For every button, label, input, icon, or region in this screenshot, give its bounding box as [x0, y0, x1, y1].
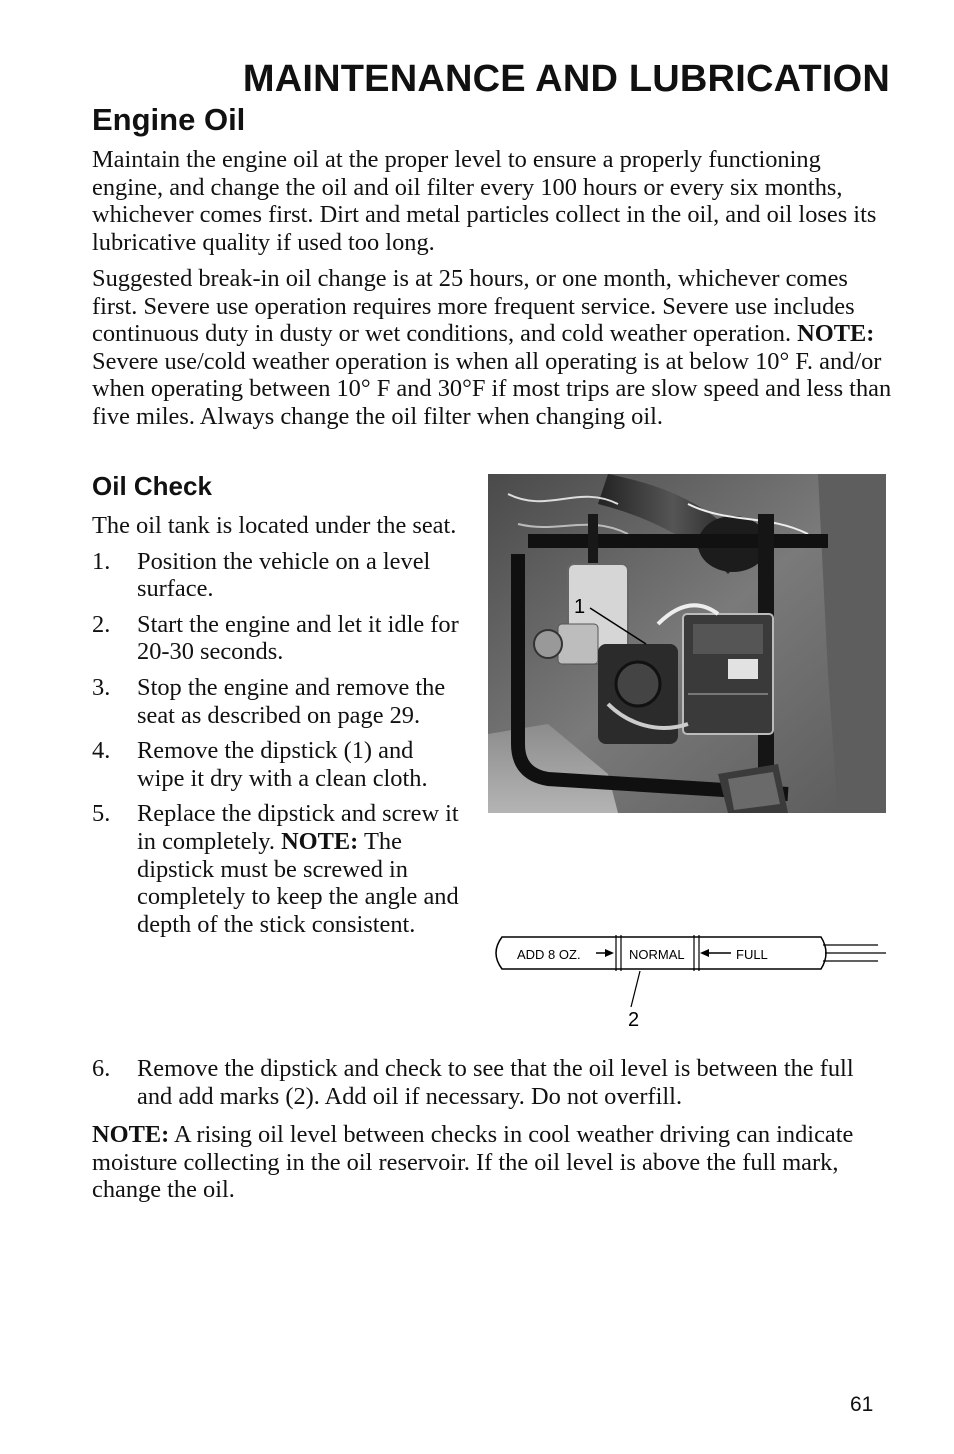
engine-oil-paragraph-1: Maintain the engine oil at the proper level to ensure a properly functioning engine, and change the oil and oil filter every 100 hours or every six months, whichever comes first. Dirt and metal particles collect in the oil, and oil loses its lubricative quality if used too long.	[92, 146, 877, 256]
note-label: NOTE:	[797, 320, 875, 348]
step-item	[92, 611, 464, 666]
step-number: 2.	[92, 610, 111, 638]
callout-1: 1	[574, 596, 586, 618]
oil-check-column	[92, 512, 464, 946]
step-text: Remove the dipstick (1) and wipe it dry with a clean cloth.	[137, 737, 428, 792]
step-text: Position the vehicle on a level surface.	[137, 547, 431, 603]
step-text: Remove the dipstick and check to see that the oil level is between the full and add marks (2). Add oil if necessary. Do not overfill.	[137, 1055, 854, 1110]
oil-check-steps	[92, 548, 464, 939]
engine-oil-paragraph-2	[92, 265, 892, 431]
dipstick-label-add: ADD 8 OZ.	[517, 947, 581, 962]
step-number: 3.	[92, 673, 111, 701]
section-heading-oil-check: Oil Check	[92, 471, 212, 501]
section-heading-engine-oil: Engine Oil	[92, 102, 246, 137]
final-note	[92, 1121, 902, 1204]
dipstick-label-full: FULL	[736, 947, 768, 962]
final-note-text: A rising oil level between checks in cool weather driving can indicate moisture collecting in the oil reservoir. If the oil level is above the full mark, change the oil.	[92, 1121, 854, 1204]
step-text: Replace the dipstick and screw it in completely.	[137, 800, 459, 855]
step-number: 6.	[92, 1055, 111, 1082]
step-text: Stop the engine and remove the seat as described on page 29.	[137, 673, 446, 729]
oil-check-intro: The oil tank is located under the seat.	[92, 512, 457, 539]
oil-tank-photo	[488, 474, 886, 813]
step-item	[92, 737, 464, 792]
page-header: MAINTENANCE AND LUBRICATION	[242, 58, 890, 100]
callout-2: 2	[628, 1009, 640, 1031]
dipstick-label-normal: NORMAL	[629, 947, 685, 962]
step-number: 4.	[92, 737, 111, 765]
step-item-6	[92, 1055, 892, 1110]
step-text: Start the engine and let it idle for 20-30 seconds.	[137, 610, 459, 666]
step-number: 1.	[92, 547, 111, 575]
engine-oil-paragraph-2-note: Severe use/cold weather operation is when all operating is at below 10° F. and/or when operating between 10° F and 30°F if most trips are slow speed and less than five miles. Always change the oil filter when changing oil.	[92, 347, 892, 430]
dipstick-diagram	[488, 925, 886, 1035]
step-item	[92, 800, 464, 938]
engine-oil-paragraph-2-text: Suggested break-in oil change is at 25 hours, or one month, whichever comes first. Severe use operation requires more frequent service. Severe use includes continuous duty in dusty or wet conditions, and cold weather operation.	[92, 265, 855, 348]
note-label: NOTE:	[92, 1121, 170, 1148]
step-item	[92, 674, 464, 729]
step-number: 5.	[92, 800, 111, 828]
step-note-text: The dipstick must be screwed in completely to keep the angle and depth of the stick consistent.	[137, 827, 459, 938]
note-label: NOTE:	[281, 827, 359, 855]
step-item	[92, 548, 464, 603]
page-number: 61	[850, 1393, 874, 1416]
